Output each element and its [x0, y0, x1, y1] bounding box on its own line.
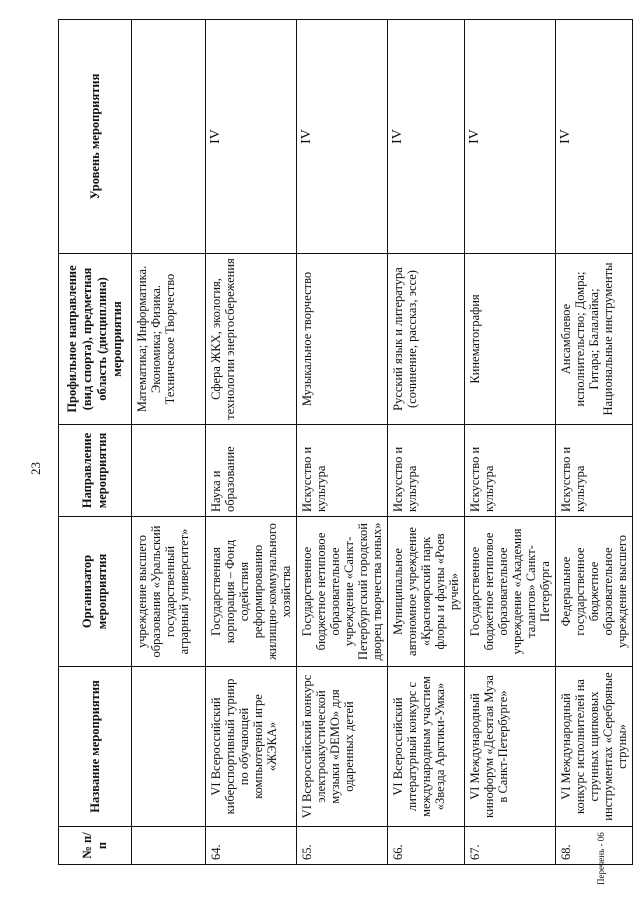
- cell-profile: Музыкальное творчество: [297, 254, 388, 425]
- cell-profile: Математика; Информатика. Экономика; Физика. Техническое Творчество: [132, 254, 206, 425]
- footer-note: Перечень - 06: [596, 832, 606, 885]
- cell-direction: Искусство и культура: [297, 425, 388, 517]
- header-name: Название мероприятия: [59, 667, 132, 827]
- cell-organizer: Федеральное государственное бюджетное образовательное учреждение высшего: [556, 517, 633, 667]
- table-row: [388, 20, 465, 865]
- cell-name: VI Всероссийский киберспортивный турнир по обучающей компьютерной игре «ЖЭКА»: [206, 667, 297, 827]
- cell-name: VI Всероссийский конкурс электроакустической музыки «DEMO» для одаренных детей: [297, 667, 388, 827]
- header-level: Уровень мероприятия: [59, 20, 132, 254]
- cell-num: 65.: [297, 827, 388, 865]
- cell-name: [132, 667, 206, 827]
- cell-level: IV: [206, 20, 297, 254]
- header-row: [59, 20, 132, 865]
- cell-num: [132, 827, 206, 865]
- cell-level: IV: [556, 20, 633, 254]
- cell-direction: Искусство и культура: [556, 425, 633, 517]
- cell-num: 64.: [206, 827, 297, 865]
- cell-organizer: Государственное бюджетное нетиповое образовательное учреждение «Академия талантов» Санкт-Петербурга: [465, 517, 556, 667]
- header-profile: Профильное направление (вид спорта), предметная область (дисциплина) мероприятия: [59, 254, 132, 425]
- cell-num: 68.: [556, 827, 633, 865]
- cell-organizer: Муниципальное автономное учреждение «Красноярский парк флоры и фауны «Роев ручей»: [388, 517, 465, 667]
- cell-level: [132, 20, 206, 254]
- cell-num: 66.: [388, 827, 465, 865]
- cell-organizer: Государственное бюджетное нетиповое образовательное учреждение «Санкт-Петербургский городской дворец творчества юных»: [297, 517, 388, 667]
- cell-level: IV: [465, 20, 556, 254]
- cell-profile: Русский язык и литература (сочинение, рассказ, эссе): [388, 254, 465, 425]
- cell-profile: Кинематография: [465, 254, 556, 425]
- cell-num: 67.: [465, 827, 556, 865]
- table-row: [556, 20, 633, 865]
- header-organizer: Организатор мероприятия: [59, 517, 132, 667]
- cell-level: IV: [388, 20, 465, 254]
- cell-name: VI Международный кинофорум «Десятая Муза в Санкт-Петербурге»: [465, 667, 556, 827]
- cell-direction: Искусство и культура: [388, 425, 465, 517]
- cell-organizer: Государственная корпорация – Фонд содействия реформированию жилищно-коммунального хозяйства: [206, 517, 297, 667]
- cell-level: IV: [297, 20, 388, 254]
- table-row: [297, 20, 388, 865]
- cell-direction: Наука и образование: [206, 425, 297, 517]
- header-direction: Направление мероприятия: [59, 425, 132, 517]
- events-table: [58, 19, 633, 865]
- cell-profile: Ансамблевое исполнительство; Домра; Гитара; Балалайка; Национальные инструменты: [556, 254, 633, 425]
- table-row: [465, 20, 556, 865]
- cell-organizer: учреждение высшего образования «Уральский государственный аграрный университет»: [132, 517, 206, 667]
- cell-direction: Искусство и культура: [465, 425, 556, 517]
- table-row: [132, 20, 206, 865]
- page-number: 23: [28, 462, 43, 475]
- cell-direction: [132, 425, 206, 517]
- header-num: № п/п: [59, 827, 132, 865]
- table-row: [206, 20, 297, 865]
- cell-name: VI Международный конкурс исполнителей на струнных щипковых инструментах «Серебряные струны»: [556, 667, 633, 827]
- cell-profile: Сфера ЖКХ, экология, технологии энергосбережения: [206, 254, 297, 425]
- cell-name: VI Всероссийский литературный конкурс с международным участием «Звезда Арктики-Умка»: [388, 667, 465, 827]
